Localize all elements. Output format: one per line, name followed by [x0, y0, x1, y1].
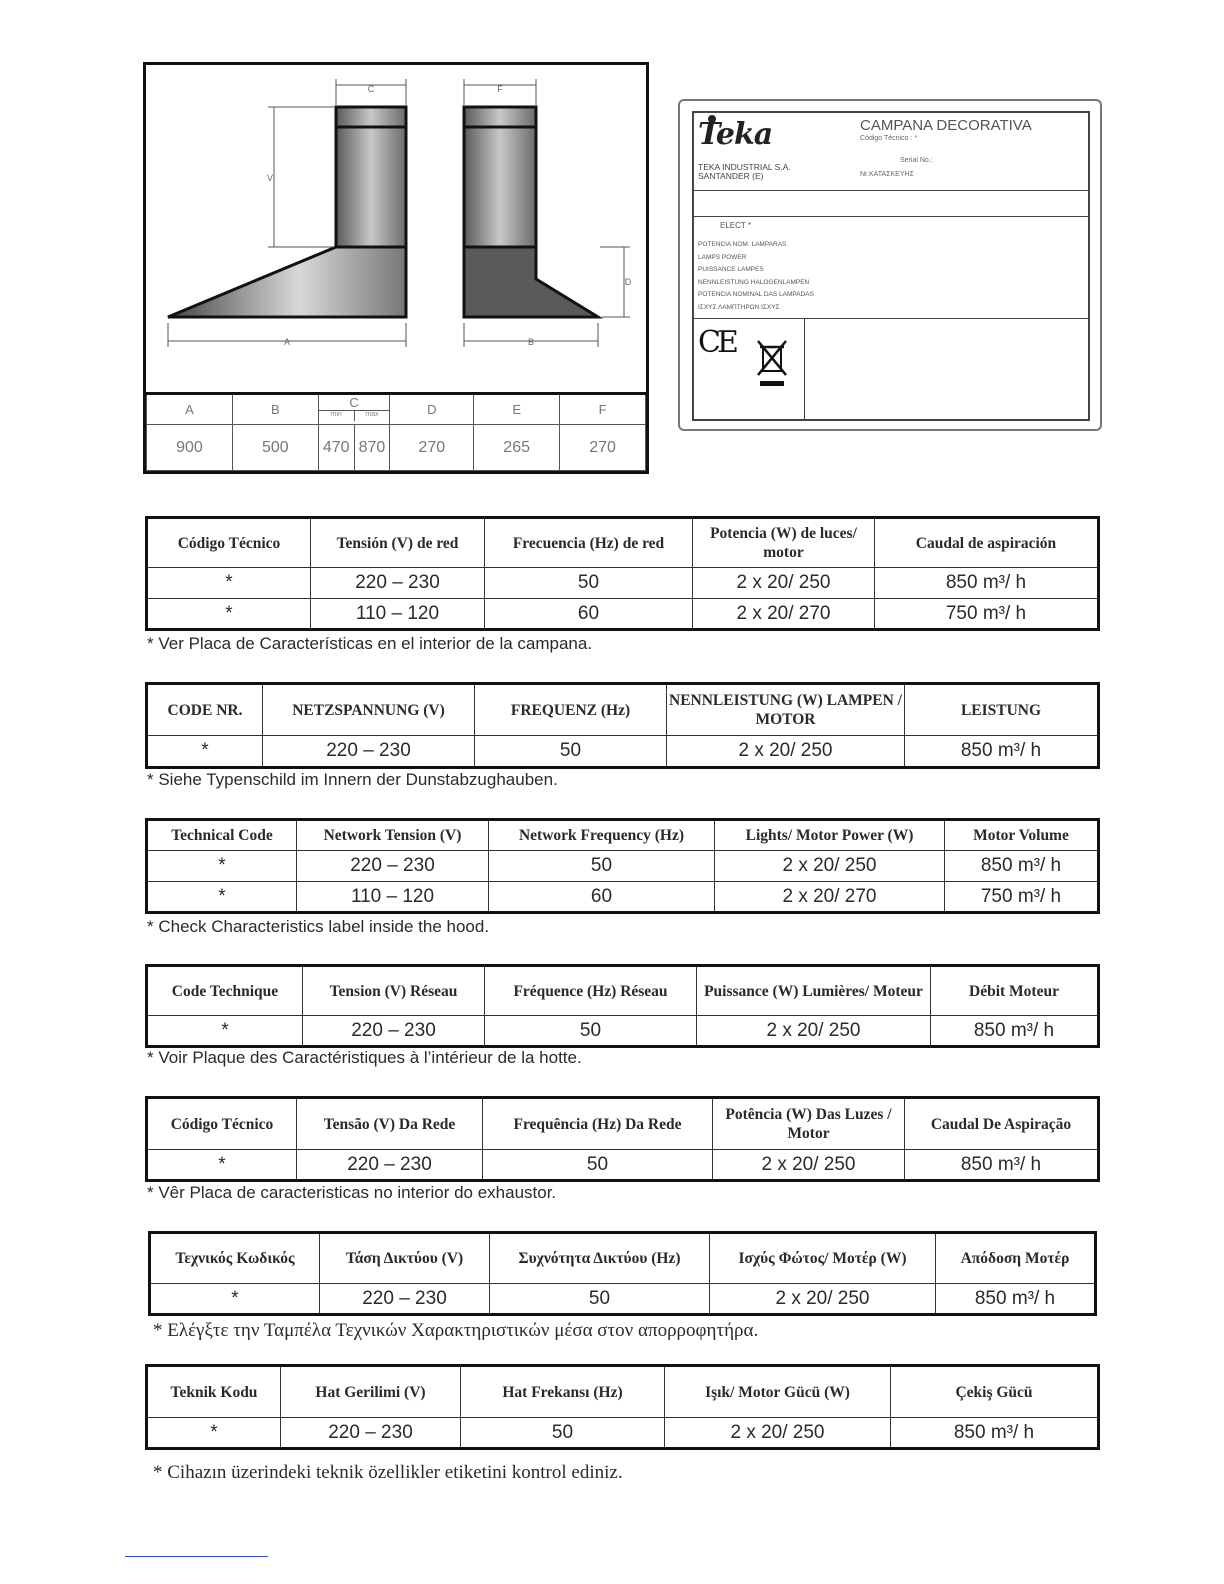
company-address: TEKA INDUSTRIAL S.A. SANTANDER (E)	[698, 162, 791, 181]
spec-table-fr	[145, 964, 1100, 1048]
note-tr: * Cihazın üzerindeki teknik özellikler etiketini kontrol ediniz.	[153, 1462, 623, 1483]
spec-table-es	[145, 516, 1100, 631]
col-header: Débit Moteur	[931, 966, 1099, 1016]
note-fr: * Voir Plaque des Caractéristiques à l’intérieur de la hotte.	[147, 1048, 582, 1067]
col-header: Hat Gerilimi (V)	[281, 1366, 461, 1418]
table-row: * 220 – 230 50 2 x 20/ 250 850 m³/ h	[147, 1150, 1099, 1181]
rating-plate	[678, 99, 1102, 431]
col-header: Tensión (V) de red	[311, 518, 485, 568]
plate-elect: ELECT *	[720, 221, 751, 230]
col-header: Network Tension (V)	[297, 820, 489, 851]
dim-header-e: E	[474, 394, 560, 425]
note-el: * Ελέγξτε την Ταμπέλα Τεχνικών Χαρακτηριστικών μέσα στον απορροφητήρα.	[153, 1320, 759, 1341]
dim-label-b: B	[527, 337, 535, 347]
footer-rule	[125, 1556, 268, 1557]
table-row: * 220 – 230 50 2 x 20/ 250 850 m³/ h	[147, 568, 1099, 599]
dim-value: 270	[390, 425, 474, 471]
col-header: Τάση Δικτύου (V)	[320, 1233, 490, 1284]
plate-title: CAMPANA DECORATIVA	[860, 117, 1032, 134]
note-pt: * Vêr Placa de caracteristicas no interior do exhaustor.	[147, 1183, 557, 1202]
dim-value: 500	[232, 425, 318, 471]
col-header: Συχνότητα Δικτύου (Hz)	[490, 1233, 710, 1284]
plate-power-lines: POTENCIA NOM. LAMPARAS LAMPS POWER PUISSANCE LAMPES NENNLEISTUNG HALOGENLAMPEN POTENCIA NOMINAL DAS LAMPADAS ΙΣΧΥΣ ΛΑΜΠΤΗΡΩΝ ΙΣΧΥΣ	[698, 241, 814, 311]
dim-value: 870	[354, 425, 390, 471]
col-header: Frecuencia (Hz) de red	[485, 518, 693, 568]
table-row: * 110 – 120 60 2 x 20/ 270 750 m³/ h	[147, 882, 1099, 913]
dim-value: 470	[318, 425, 354, 471]
col-header: NETZSPANNUNG (V)	[263, 684, 475, 736]
col-header: Işık/ Motor Gücü (W)	[665, 1366, 891, 1418]
dim-value: 265	[474, 425, 560, 471]
spec-table-pt	[145, 1096, 1100, 1182]
col-header: Ισχύς Φώτος/ Μοτέρ (W)	[710, 1233, 936, 1284]
hood-dimension-drawing	[143, 62, 649, 474]
dim-value: 900	[147, 425, 233, 471]
dim-header-f: F	[560, 394, 646, 425]
col-header: Código Técnico	[147, 518, 311, 568]
spec-table-tr	[145, 1364, 1100, 1450]
note-en: * Check Characteristics label inside the hood.	[147, 917, 490, 936]
plate-serial: Serial No.:	[900, 157, 933, 164]
dim-header-a: A	[147, 394, 233, 425]
col-header: LEISTUNG	[905, 684, 1099, 736]
col-header: Teknik Kodu	[147, 1366, 281, 1418]
teka-logo: Teka	[698, 117, 773, 152]
plate-serial-gr: Nr.ΚΑΤΑΣΚΕΥΗΣ	[860, 171, 914, 178]
dim-header-c: C min max	[318, 394, 390, 425]
dim-label-d: D	[624, 277, 632, 287]
spec-table-de	[145, 682, 1100, 769]
col-header: Απόδοση Μοτέρ	[936, 1233, 1096, 1284]
side-view	[464, 79, 632, 347]
col-header: Lights/ Motor Power (W)	[715, 820, 945, 851]
dim-sub-min: min	[319, 411, 355, 421]
weee-bin-icon	[756, 339, 788, 389]
dim-header-b: B	[232, 394, 318, 425]
table-row: * 220 – 230 50 2 x 20/ 250 850 m³/ h	[147, 736, 1099, 768]
col-header: Tensão (V) Da Rede	[297, 1098, 483, 1150]
spec-table-el	[148, 1231, 1097, 1316]
plate-codigo: Código Técnico : *	[860, 135, 918, 142]
col-header: FREQUENZ (Hz)	[475, 684, 667, 736]
hood-drawing-svg	[146, 65, 646, 392]
col-header: NENNLEISTUNG (W) LAMPEN / MOTOR	[667, 684, 905, 736]
col-header: Hat Frekansı (Hz)	[461, 1366, 665, 1418]
col-header: CODE NR.	[147, 684, 263, 736]
note-de: * Siehe Typenschild im Innern der Dunstabzughauben.	[147, 770, 558, 789]
col-header: Tension (V) Réseau	[303, 966, 485, 1016]
col-header: Caudal de aspiración	[875, 518, 1099, 568]
table-row: * 220 – 230 50 2 x 20/ 250 850 m³/ h	[147, 1418, 1099, 1449]
dim-value: 270	[560, 425, 646, 471]
table-row: * 220 – 230 50 2 x 20/ 250 850 m³/ h	[150, 1284, 1096, 1315]
note-es: * Ver Placa de Características en el interior de la campana.	[147, 634, 593, 653]
dimension-table	[146, 392, 646, 471]
col-header: Network Frequency (Hz)	[489, 820, 715, 851]
col-header: Τεχνικός Κωδικός	[150, 1233, 320, 1284]
dim-label-a: A	[283, 337, 291, 347]
col-header: Çekiş Gücü	[891, 1366, 1099, 1418]
col-header: Frequência (Hz) Da Rede	[483, 1098, 713, 1150]
col-header: Caudal De Aspiração	[905, 1098, 1099, 1150]
ce-mark-icon: CE	[698, 325, 735, 360]
col-header: Código Técnico	[147, 1098, 297, 1150]
svg-text:V: V	[266, 173, 274, 183]
col-header: Potencia (W) de luces/ motor	[693, 518, 875, 568]
table-row: * 110 – 120 60 2 x 20/ 270 750 m³/ h	[147, 599, 1099, 630]
col-header: Fréquence (Hz) Réseau	[485, 966, 697, 1016]
dim-label-f: F	[497, 84, 503, 94]
dim-header-d: D	[390, 394, 474, 425]
col-header: Code Technique	[147, 966, 303, 1016]
dim-sub-max: max	[365, 411, 379, 418]
front-view	[168, 79, 406, 347]
col-header: Motor Volume	[945, 820, 1099, 851]
spec-table-en	[145, 818, 1100, 914]
col-header: Technical Code	[147, 820, 297, 851]
col-header: Potência (W) Das Luzes / Motor	[713, 1098, 905, 1150]
dim-label-c: C	[367, 84, 375, 94]
table-row: * 220 – 230 50 2 x 20/ 250 850 m³/ h	[147, 851, 1099, 882]
col-header: Puissance (W) Lumières/ Moteur	[697, 966, 931, 1016]
table-row: * 220 – 230 50 2 x 20/ 250 850 m³/ h	[147, 1016, 1099, 1047]
